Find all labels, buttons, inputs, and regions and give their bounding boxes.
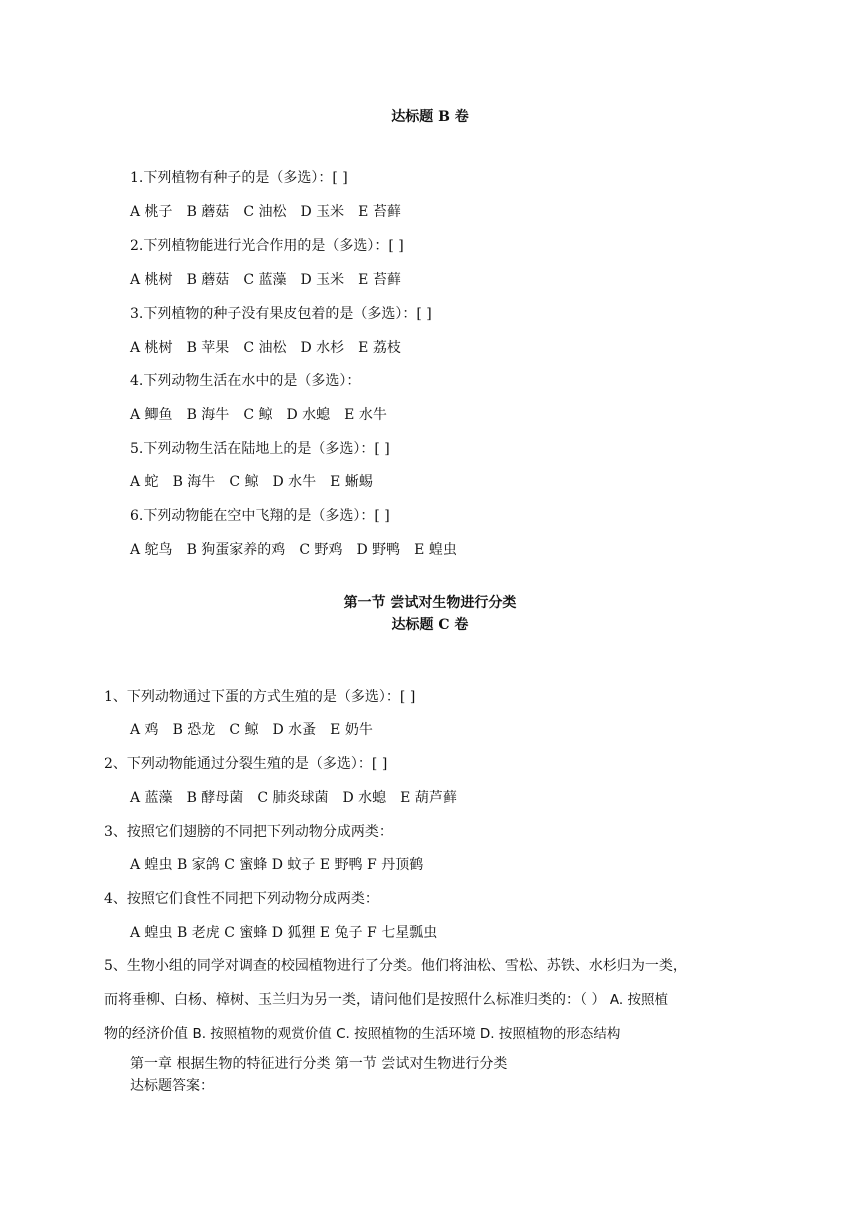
option: A 鸡 [130, 722, 159, 738]
option: D 玉米 [300, 272, 345, 288]
option: A 桃树 [130, 340, 173, 356]
question-c4-options: A 蝗虫 B 老虎 C 蜜蜂 D 狐狸 E 兔子 F 七星瓢虫 [130, 925, 438, 941]
question-b6: 6.下列动物能在空中飞翔的是（多选）：[ ] [130, 508, 390, 524]
question-c2-options [130, 789, 457, 807]
question-b3-options [130, 339, 401, 357]
option-a-cont: 物的经济价值 [104, 1026, 193, 1042]
section-c-title: 达标题 C 卷 [391, 617, 469, 633]
option: B 酵母菌 [186, 790, 244, 806]
option: C 鲸 [229, 722, 259, 738]
option: D 水牛 [272, 474, 317, 490]
option: B 蘑菇 [186, 272, 230, 288]
option: E 奶牛 [330, 722, 373, 738]
section-heading: 第一节 尝试对生物进行分类 [343, 595, 517, 611]
option: A 蓝藻 [130, 790, 173, 806]
option: C 油松 [243, 204, 287, 220]
option: B 苹果 [186, 340, 230, 356]
question-b1: 1.下列植物有种子的是（多选）：[ ] [130, 170, 348, 186]
question-c1: 1、下列动物通过下蛋的方式生殖的是（多选）：[ ] [104, 689, 416, 705]
option: D 水螅 [286, 407, 331, 423]
question-c5-stem: 而将垂柳、白杨、樟树、玉兰归为另一类，请问他们是按照什么标准归类的：（ ） [104, 992, 606, 1008]
option-d: D. 按照植物的形态结构 [479, 1026, 621, 1042]
question-b5: 5.下列动物生活在陆地上的是（多选）：[ ] [130, 441, 390, 457]
option: E 水牛 [344, 407, 387, 423]
section-b-title: 达标题 B 卷 [391, 109, 469, 125]
question-c5-line2 [104, 983, 740, 1017]
question-c3: 3、按照它们翅膀的不同把下列动物分成两类： [104, 824, 393, 840]
question-c5-line3 [104, 1017, 740, 1051]
option: A 鲫鱼 [130, 407, 173, 423]
option: D 水杉 [300, 340, 345, 356]
option: A 桃子 [130, 204, 173, 220]
option: E 苔藓 [358, 272, 401, 288]
option: B 海牛 [186, 407, 230, 423]
question-b5-options [130, 473, 373, 491]
option: D 玉米 [300, 204, 345, 220]
question-b3: 3.下列植物的种子没有果皮包着的是（多选）：[ ] [130, 306, 432, 322]
option: E 苔藓 [358, 204, 401, 220]
question-b4-options [130, 406, 387, 424]
option: B 恐龙 [172, 722, 216, 738]
option: E 葫芦藓 [400, 790, 457, 806]
question-b2: 2.下列植物能进行光合作用的是（多选）：[ ] [130, 238, 404, 254]
question-c2: 2、下列动物能通过分裂生殖的是（多选）：[ ] [104, 756, 388, 772]
question-b1-options [130, 203, 401, 221]
option: C 野鸡 [299, 542, 343, 558]
option: A 桃树 [130, 272, 173, 288]
option: B 蘑菇 [186, 204, 230, 220]
question-c1-options [130, 721, 373, 739]
option: D 水蚤 [272, 722, 317, 738]
question-c3-options: A 蝗虫 B 家鸽 C 蜜蜂 D 蚊子 E 野鸭 F 丹顶鹤 [130, 857, 424, 873]
option: B 狗蛋家养的鸡 [186, 542, 286, 558]
option: C 鲸 [229, 474, 259, 490]
option: C 油松 [243, 340, 287, 356]
option: D 水螅 [342, 790, 387, 806]
chapter-heading: 第一章 根据生物的特征进行分类 第一节 尝试对生物进行分类 [130, 1056, 508, 1072]
option-c: C. 按照植物的生活环境 [336, 1026, 480, 1042]
option: C 蓝藻 [243, 272, 287, 288]
option: A 鸵鸟 [130, 542, 173, 558]
option: E 蝗虫 [414, 542, 457, 558]
option: C 鲸 [243, 407, 273, 423]
option-b: B. 按照植物的观赏价值 [192, 1026, 337, 1042]
question-c4: 4、按照它们食性不同把下列动物分成两类： [104, 891, 379, 907]
option: B 海牛 [172, 474, 216, 490]
option-a: A. 按照植 [609, 992, 668, 1008]
question-b2-options [130, 271, 401, 289]
option: E 蜥蜴 [330, 474, 373, 490]
option: A 蛇 [130, 474, 159, 490]
option: E 荔枝 [358, 340, 401, 356]
question-c5-line1: 5、生物小组的同学对调查的校园植物进行了分类。他们将油松、雪松、苏铁、水杉归为一类， [104, 958, 687, 974]
option: D 野鸭 [356, 542, 401, 558]
answer-heading: 达标题答案： [130, 1078, 214, 1094]
question-b6-options [130, 541, 457, 559]
question-b4: 4.下列动物生活在水中的是（多选）： [130, 373, 361, 389]
option: C 肺炎球菌 [257, 790, 329, 806]
question-c5 [104, 949, 740, 1051]
